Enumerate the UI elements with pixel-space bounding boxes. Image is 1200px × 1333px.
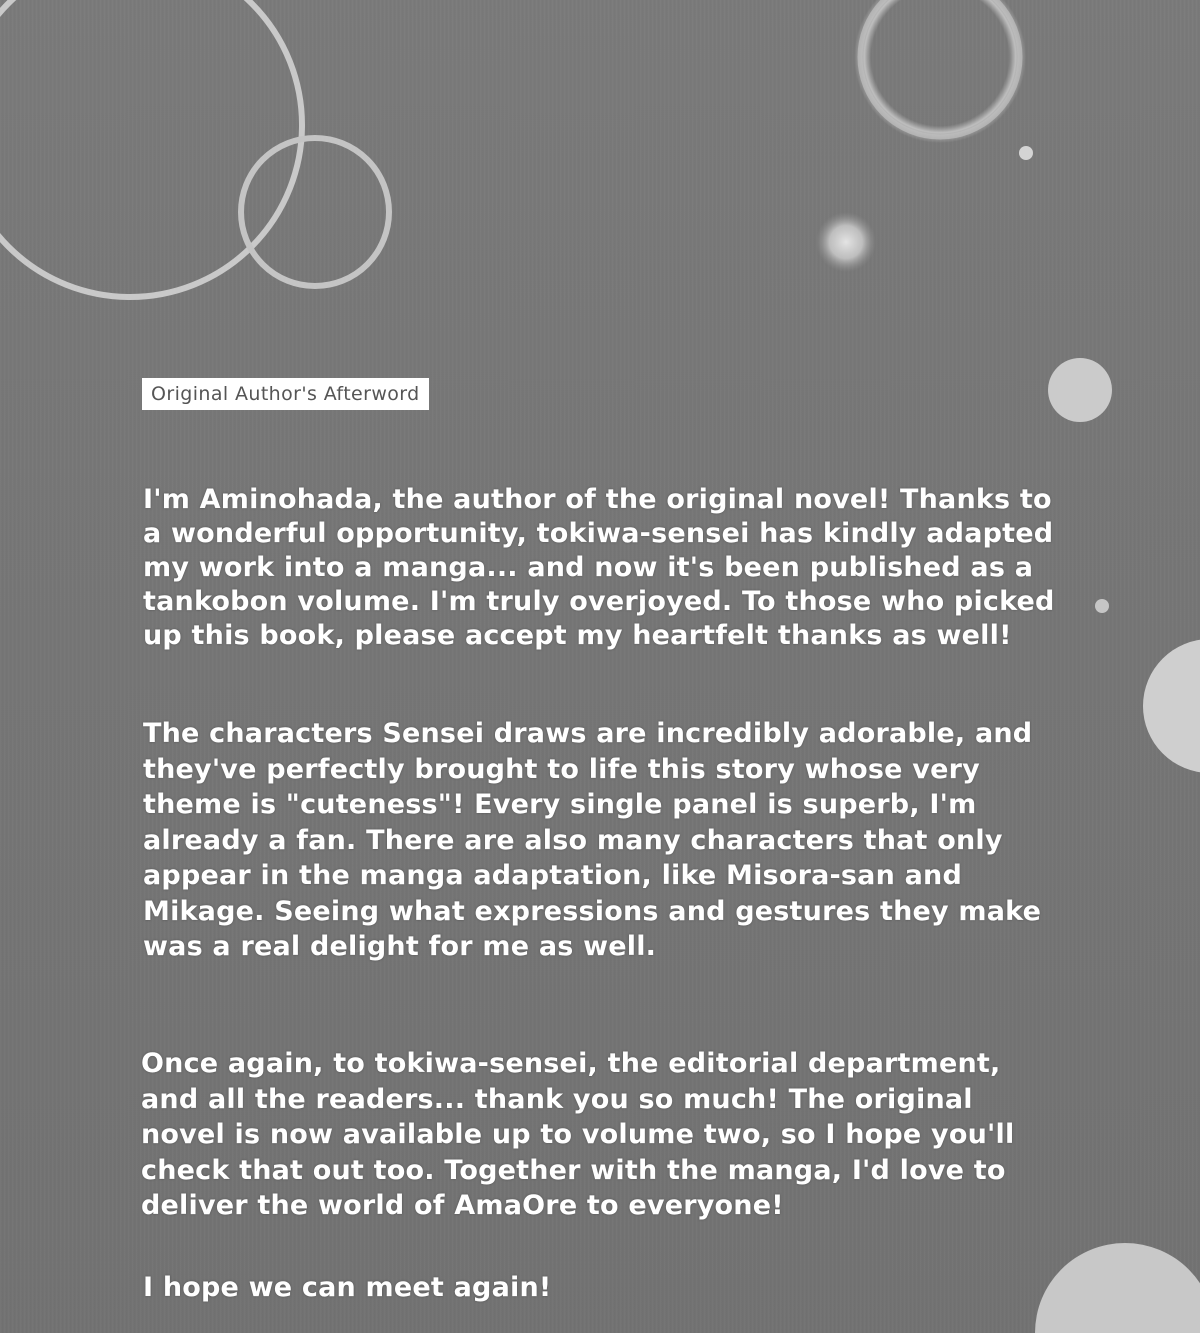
filled-bubble-3 xyxy=(1035,1243,1200,1333)
afterword-paragraph-2: The characters Sensei draws are incredibly adorable, and they've perfectly brought to life this story whose very theme is "cuteness"! Every single panel is superb, I'm already a fan. There are also many characters that only appear in the manga adaptation, like Misora-san and Mikage. Seeing what expressions and gestures they make was a real delight for me as well. xyxy=(143,718,1042,962)
large-ring xyxy=(0,0,302,297)
glow-dot xyxy=(816,212,876,272)
filled-bubble-1 xyxy=(1048,358,1112,422)
tiny-dot-1 xyxy=(1019,146,1033,160)
medium-ring xyxy=(241,138,389,286)
afterword-title: Original Author's Afterword xyxy=(142,378,429,410)
soft-ring xyxy=(854,0,1026,143)
afterword-closing-line: I hope we can meet again! xyxy=(143,1272,552,1303)
afterword-paragraph-3: Once again, to tokiwa-sensei, the editorial department, and all the readers... thank you so much! The original novel is now available up to volume two, so I hope you'll check that out too. Together with the manga, I'd love to deliver the world of AmaOre to everyone! xyxy=(141,1048,1015,1221)
filled-bubble-2 xyxy=(1143,639,1200,773)
tiny-dot-2 xyxy=(1095,599,1109,613)
afterword-paragraph-1: I'm Aminohada, the author of the original novel! Thanks to a wonderful opportunity, tokiwa-sensei has kindly adapted my work into a manga... and now it's been published as a tankobon volume. I'm truly overjoyed. To those who picked up this book, please accept my heartfelt thanks as well! xyxy=(143,484,1055,651)
